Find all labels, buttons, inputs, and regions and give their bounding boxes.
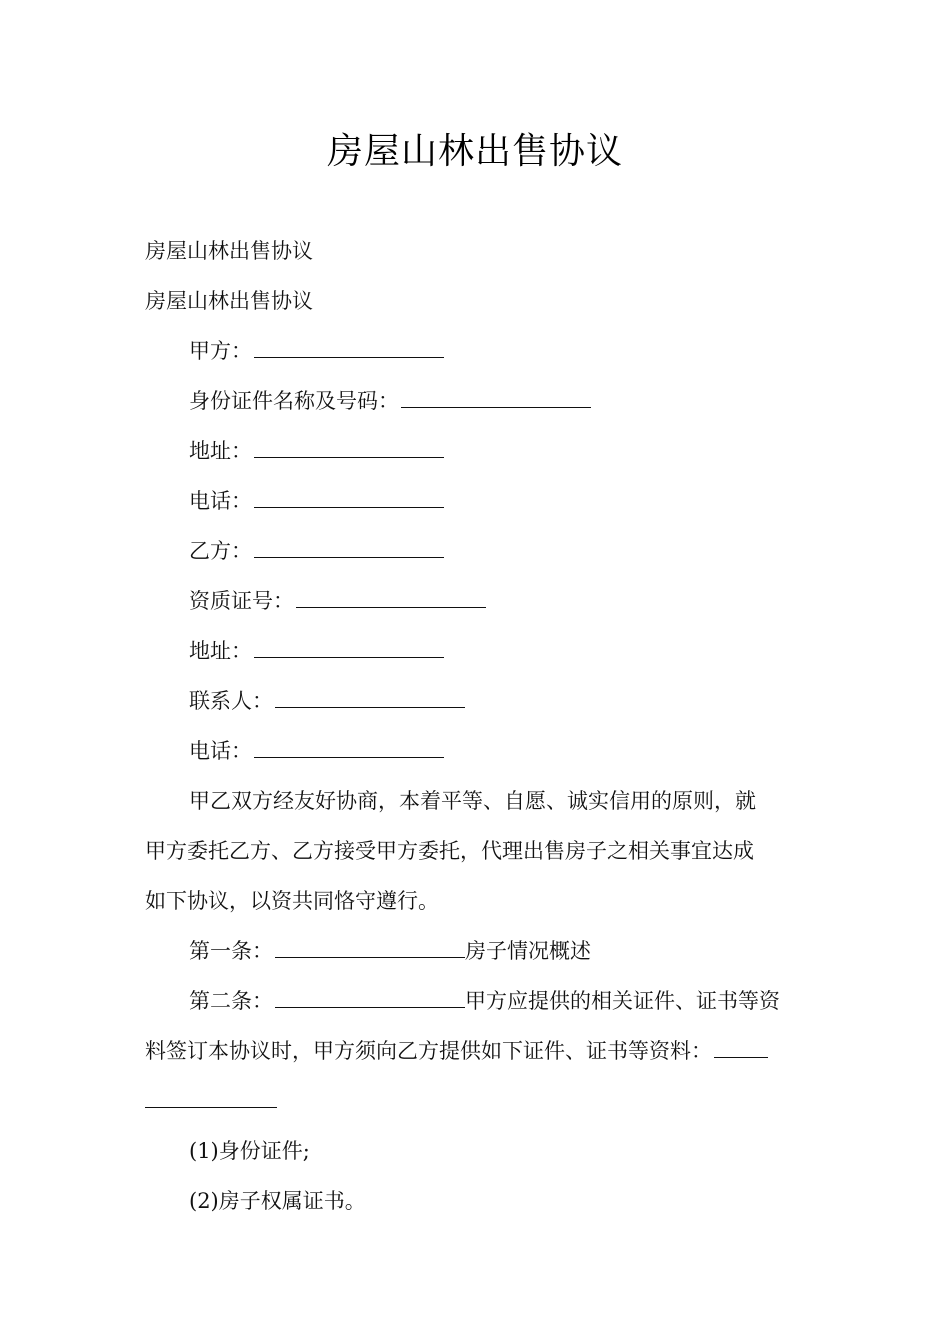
fill-blank <box>254 739 444 758</box>
phone-a-label: 电话： <box>189 489 252 513</box>
clause-1-label: 第一条： <box>189 939 273 963</box>
fill-blank <box>275 939 465 958</box>
blank-continuation-line <box>145 1076 807 1126</box>
address-a-label: 地址： <box>189 439 252 463</box>
phone-b-label: 电话： <box>189 739 252 763</box>
fill-blank <box>254 639 444 658</box>
qualification-field <box>145 576 807 626</box>
address-b-field <box>145 626 807 676</box>
party-a-label: 甲方： <box>189 339 252 363</box>
intro-line: 甲乙双方经友好协商，本着平等、自愿、诚实信用的原则，就 <box>189 789 756 813</box>
document-title: 房屋山林出售协议 <box>326 131 623 172</box>
fill-blank <box>254 439 444 458</box>
address-a-field <box>145 426 807 476</box>
fill-blank <box>145 1089 277 1108</box>
clause-1 <box>145 926 807 976</box>
fill-blank <box>254 339 444 358</box>
party-b-field <box>145 526 807 576</box>
fill-blank <box>254 489 444 508</box>
fill-blank <box>254 539 444 558</box>
subtitle-line: 房屋山林出售协议 <box>145 239 313 263</box>
list-item: (1)身份证件; <box>189 1139 310 1163</box>
party-a-field <box>145 326 807 376</box>
fill-blank <box>275 989 465 1008</box>
subtitle-line: 房屋山林出售协议 <box>145 289 313 313</box>
document-body <box>145 226 807 1226</box>
fill-blank <box>401 389 591 408</box>
id-document-field <box>145 376 807 426</box>
contact-field <box>145 676 807 726</box>
party-b-label: 乙方： <box>189 539 252 563</box>
clause-2-continuation <box>145 1026 807 1076</box>
fill-blank <box>296 589 486 608</box>
fill-blank <box>714 1039 768 1058</box>
intro-line: 甲方委托乙方、乙方接受甲方委托，代理出售房子之相关事宜达成 <box>145 839 754 863</box>
clause-1-text: 房子情况概述 <box>465 939 591 963</box>
clause-2-text: 甲方应提供的相关证件、证书等资 <box>465 989 780 1013</box>
phone-a-field <box>145 476 807 526</box>
list-item: (2)房子权属证书。 <box>189 1189 366 1213</box>
phone-b-field <box>145 726 807 776</box>
contact-label: 联系人： <box>189 689 273 713</box>
address-b-label: 地址： <box>189 639 252 663</box>
id-document-label: 身份证件名称及号码： <box>189 389 399 413</box>
clause-2-line2: 料签订本协议时，甲方须向乙方提供如下证件、证书等资料： <box>145 1039 712 1063</box>
clause-2 <box>145 976 807 1026</box>
clause-2-label: 第二条： <box>189 989 273 1013</box>
qualification-label: 资质证号： <box>189 589 294 613</box>
fill-blank <box>275 689 465 708</box>
intro-line: 如下协议，以资共同恪守遵行。 <box>145 889 439 913</box>
